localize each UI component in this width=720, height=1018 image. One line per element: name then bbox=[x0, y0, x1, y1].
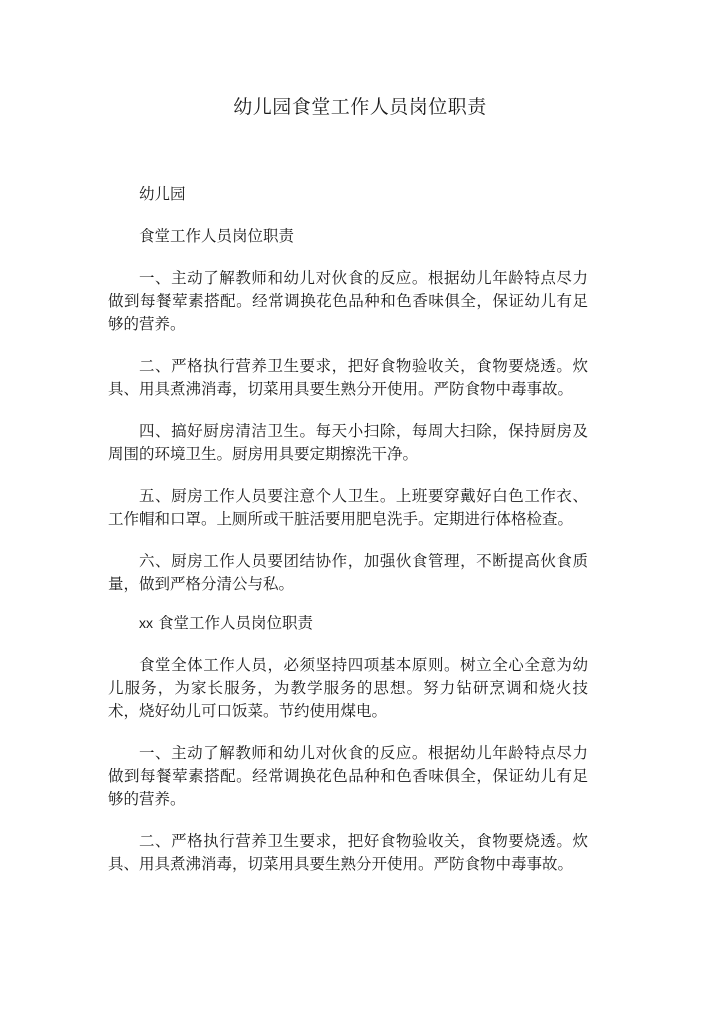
paragraph-duty-5: 五、厨房工作人员要注意个人卫生。上班要穿戴好白色工作衣、工作帽和口罩。上厕所或干脏活要用肥皂洗手。定期进行体格检查。 bbox=[108, 487, 588, 528]
paragraph-general-principles: 食堂全体工作人员，必须坚持四项基本原则。树立全心全意为幼儿服务，为家长服务，为教学服务的思想。努力钻研烹调和烧火技术，烧好幼儿可口饭菜。节约使用煤电。 bbox=[108, 656, 588, 720]
xx-prefix: xx bbox=[139, 615, 153, 631]
paragraph-duty-6: 六、厨房工作人员要团结协作，加强伙食管理，不断提高伙食质量，做到严格分清公与私。 bbox=[108, 552, 588, 593]
document-body bbox=[108, 183, 588, 895]
paragraph-duty-1-repeat: 一、主动了解教师和幼儿对伙食的反应。根据幼儿年龄特点尽力做到每餐荤素搭配。经常调换花色品种和色香味俱全，保证幼儿有足够的营养。 bbox=[108, 744, 588, 808]
paragraph-kindergarten: 幼儿园 bbox=[139, 185, 186, 203]
paragraph-subtitle: 食堂工作人员岗位职责 bbox=[139, 227, 295, 245]
paragraph-duty-4: 四、搞好厨房清洁卫生。每天小扫除，每周大扫除，保持厨房及周围的环境卫生。厨房用具要定期擦洗干净。 bbox=[108, 422, 588, 463]
paragraph-duty-2: 二、严格执行营养卫生要求，把好食物验收关，食物要烧透。炊具、用具煮沸消毒，切菜用具要生熟分开使用。严防食物中毒事故。 bbox=[108, 357, 588, 398]
xx-heading-text: 食堂工作人员岗位职责 bbox=[157, 614, 313, 632]
document-title: 幼儿园食堂工作人员岗位职责 bbox=[233, 96, 487, 118]
paragraph-duty-2-repeat: 二、严格执行营养卫生要求，把好食物验收关，食物要烧透。炊具、用具煮沸消毒，切菜用具要生熟分开使用。严防食物中毒事故。 bbox=[108, 832, 588, 873]
paragraph-duty-1: 一、主动了解教师和幼儿对伙食的反应。根据幼儿年龄特点尽力做到每餐荤素搭配。经常调换花色品种和色香味俱全，保证幼儿有足够的营养。 bbox=[108, 269, 588, 333]
paragraph-xx-heading bbox=[108, 612, 588, 635]
